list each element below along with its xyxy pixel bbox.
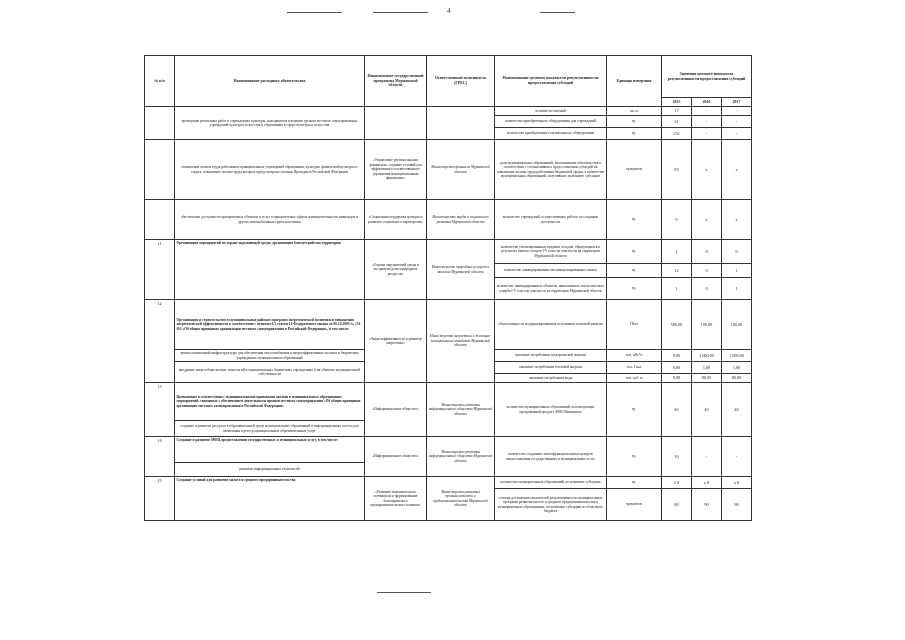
value-2016: - xyxy=(692,128,722,140)
unit-cell: ед. xyxy=(607,128,662,140)
event-cell: создание и развитие ресурсов в образовательной среде муниципальных образований и информационных систем для включения в реестр муниципальных образовательных услуг xyxy=(175,421,365,437)
program-cell: «Управление региональными финансами, создание условий для эффективного и ответственного управления муниципальными финансами» xyxy=(365,140,427,200)
event-cell: обеспечение доступности приоритетных объектов и услуг в приоритетных сферах жизнедеятельности инвалидов и других маломобильных групп населения xyxy=(175,200,365,240)
table-row xyxy=(145,200,752,240)
value-2017: 40 xyxy=(722,383,752,437)
program-cell xyxy=(365,107,427,140)
value-2015: 17 xyxy=(662,107,692,116)
value-2017: 80,00 xyxy=(722,374,752,383)
row-number: 12 xyxy=(145,300,175,383)
unit-cell: процентов xyxy=(607,140,662,200)
value-2017: х xyxy=(722,200,752,240)
value-2017: 0 xyxy=(722,240,752,264)
row-number xyxy=(145,107,175,140)
value-2017: 100,00 xyxy=(722,300,752,350)
value-2016: х 8 xyxy=(692,477,722,489)
row-number xyxy=(145,140,175,200)
value-2016: 0 xyxy=(692,278,722,300)
header-row xyxy=(145,56,752,98)
unit-cell: ед. xyxy=(607,200,662,240)
unit-cell: ед. xyxy=(607,477,662,489)
executor-cell: Министерство развития информационного общества Мурманской области xyxy=(427,383,495,437)
value-2016: 0 xyxy=(692,264,722,278)
col-event-header: Наименование расходного обязательства xyxy=(175,56,365,107)
table-row xyxy=(145,437,752,463)
unit-cell: кв. м xyxy=(607,107,662,116)
value-2015: 500,00 xyxy=(662,300,692,350)
indicator-cell: количество ликвидированных несанкционированных свалок xyxy=(495,264,607,278)
value-2015: 9 xyxy=(662,200,692,240)
value-2016: - xyxy=(692,116,722,128)
event-cell: повышение оплаты труда работников муниципальных учреждений образования, культуры, физической культуры и спорта, повышение оплаты труда которых предусмотрено указами Президента Российской Федерации xyxy=(175,140,365,200)
indicator-cell: количество муниципальных образований, использующих программный продукт АРМ Муниципал xyxy=(495,383,607,437)
unit-cell: ед. xyxy=(607,116,662,128)
indicator-cell: количество учреждений, осуществивших работы по созданию доступности xyxy=(495,200,607,240)
indicator-cell: снижение потребления воды xyxy=(495,374,607,383)
value-2017: - xyxy=(722,116,752,128)
event-cell: Организация мероприятий по охране окружающей среды, организация благоустройства территории xyxy=(175,240,365,300)
executor-cell: Министерство природных ресурсов и экологии Мурманской области xyxy=(427,240,495,300)
unit-cell: тыс. куб. м xyxy=(607,374,662,383)
value-2017: х xyxy=(722,140,752,200)
value-2016: х xyxy=(692,200,722,240)
top-rule-left xyxy=(287,12,342,13)
col-unit-header: Единица измерения xyxy=(607,56,662,107)
event-cell: Выполнение в соответствии с муниципальными правовыми актами в муниципальных образованиях мероприятий, связанных с обеспечением деятельности органов местного самоуправления «Об общих принципах организации местного самоуправления в Российской Федерации» xyxy=(175,383,365,421)
event-cell: Создание и развитие МФЦ предоставления государственных и муниципальных услуг, в том числе: xyxy=(175,437,365,463)
value-2017: - xyxy=(722,437,752,477)
col-num-header: № п/п xyxy=(145,56,175,107)
event-cell: проведение ремонтных работ в учреждениях культуры, находящихся в ведении органов местного самоуправления, учреждений культуры, искусства и образования в сфере культуры и искусства xyxy=(175,107,365,140)
value-2015: 80 xyxy=(662,489,692,521)
indicator-cell: степень достижения показателей результативности муниципальных программ развития малого и среднего предпринимательства в муниципальных образованиях, получивших субсидию из областного бюджета xyxy=(495,489,607,521)
value-2017: 90 xyxy=(722,489,752,521)
value-2015: 1 xyxy=(662,278,692,300)
unit-cell: тыс. Гкал xyxy=(607,362,662,374)
year-2015: 2015 xyxy=(662,98,692,107)
indicator-cell: снижение потребления электрической энергии xyxy=(495,350,607,362)
value-2017: 1 xyxy=(722,278,752,300)
indicator-cell: количество ликвидированных объектов, накопленного экологического ущерба I-V классов опасности на территории Мурманской области xyxy=(495,278,607,300)
unit-cell: ед. xyxy=(607,383,662,437)
value-2015: 0,00 xyxy=(662,350,692,362)
unit-cell: тыс. кВт*ч xyxy=(607,350,662,362)
value-2017: 1 xyxy=(722,264,752,278)
value-2016: - xyxy=(692,107,722,116)
indicator-cell: количество приобретенного оборудования для учреждений xyxy=(495,116,607,128)
top-rule-right xyxy=(540,12,575,13)
row-number xyxy=(145,200,175,240)
program-cell: «Информационное общество» xyxy=(365,437,427,477)
indicator-cell: количество приобретенного музыкального оборудования xyxy=(495,128,607,140)
value-2015: 0,00 xyxy=(662,362,692,374)
program-cell: «Социальная поддержка граждан и развитие социального партнерства» xyxy=(365,200,427,240)
row-number: 13 xyxy=(145,383,175,437)
executor-cell: Министерство финансов Мурманской области xyxy=(427,140,495,200)
indicator-cell: человек-посещений xyxy=(495,107,607,116)
indicator-cell: доля муниципальных образований, выполнивших обязательства в соответствии с соглашениями о предоставлении субсидий на повышение оплаты труда работников бюджетной сферы, в количестве муниципальных образований, получивших указанную субсидию xyxy=(495,140,607,200)
year-2017: 2017 xyxy=(722,98,752,107)
executor-cell: Министерство труда и социального развития Мурманской области xyxy=(427,200,495,240)
unit-cell: ед. xyxy=(607,240,662,264)
value-2016: 80,00 xyxy=(692,374,722,383)
event-cell: Создание условий для развития малого и среднего предпринимательства xyxy=(175,477,365,521)
value-2016: х xyxy=(692,140,722,200)
bottom-rule xyxy=(377,592,431,593)
subsidy-table xyxy=(144,55,752,521)
program-cell: «Охрана окружающей среды и воспроизводство природных ресурсов» xyxy=(365,240,427,300)
row-number: 11 xyxy=(145,240,175,300)
value-2016: 1 000,00 xyxy=(692,350,722,362)
top-rule-mid xyxy=(373,12,428,13)
col-executor-header: Ответственный исполнитель (ГРБС) xyxy=(427,56,495,107)
program-cell: «Энергоэффективность и развитие энергетики» xyxy=(365,300,427,383)
row-number: 15 xyxy=(145,477,175,521)
table-row xyxy=(145,383,752,421)
value-2016: - xyxy=(692,437,722,477)
value-2016: 1,00 xyxy=(692,362,722,374)
program-cell: «Информационное общество» xyxy=(365,383,427,437)
value-2015: 2 8 xyxy=(662,477,692,489)
unit-cell: ГКал xyxy=(607,300,662,350)
value-2017: 1,00 xyxy=(722,362,752,374)
value-2017: - xyxy=(722,107,752,116)
indicator-cell: количество муниципальных образований, получивших субсидию xyxy=(495,477,607,489)
unit-cell: ед. xyxy=(607,437,662,477)
table-row xyxy=(145,300,752,350)
value-2015: 31 xyxy=(662,116,692,128)
indicator-cell: объем мощности модернизированных источников тепловой энергии xyxy=(495,300,607,350)
executor-cell: Министерство энергетики и жилищно-коммунального хозяйства Мурманской области xyxy=(427,300,495,383)
event-cell: замена изношенной инфраструктуры для обеспечения теплоснабжения в энергоэффективных частных и бюджетных учреждениях муниципальных образований xyxy=(175,350,365,362)
value-2017: - xyxy=(722,128,752,140)
value-2015: 10 xyxy=(662,437,692,477)
value-2015: 12 xyxy=(662,264,692,278)
table-row xyxy=(145,477,752,489)
value-2015: 40 xyxy=(662,383,692,437)
col-target-header: Значения целевого показателя результативности предоставления субсидий xyxy=(662,56,752,98)
value-2016: 0 xyxy=(692,240,722,264)
executor-cell: Министерство развития информационного общества Мурманской области xyxy=(427,437,495,477)
program-cell: «Развитие экономического потенциала и формирование благоприятного предпринимательского климата» xyxy=(365,477,427,521)
event-cell: развитие информационных технологий xyxy=(175,463,365,477)
indicator-cell: количество созданных многофункциональных центров предоставления государственных и муниципальных услуг xyxy=(495,437,607,477)
col-indicator-header: Наименование целевого показателя результативности предоставления субсидий xyxy=(495,56,607,107)
unit-cell: ед. xyxy=(607,278,662,300)
unit-cell: процентов xyxy=(607,489,662,521)
executor-cell xyxy=(427,107,495,140)
unit-cell: ед. xyxy=(607,264,662,278)
value-2017: 1 000,00 xyxy=(722,350,752,362)
year-2016: 2016 xyxy=(692,98,722,107)
value-2016: 100,00 xyxy=(692,300,722,350)
value-2016: 40 xyxy=(692,383,722,437)
event-cell: Организация и строительство в муниципальных районах программ энергетической политики и повышения энергетической эффективности в соответствии с пунктом 6.1 статьи 14 Федерального закона от 06.10.2003 № 131-ФЗ «Об общих принципах организации местного самоуправления в Российской Федерации», в том числе: xyxy=(175,300,365,350)
indicator-cell: снижение потребления тепловой энергии xyxy=(495,362,607,374)
value-2015: 1 xyxy=(662,240,692,264)
executor-cell: Министерство развития промышленности и предпринимательства Мурманской области xyxy=(427,477,495,521)
value-2015: 0,00 xyxy=(662,374,692,383)
indicator-cell: количество утилизированных вредных отходов, образующихся в результате вывоза отходов I-V классов опасности на территории Мурманской области xyxy=(495,240,607,264)
value-2015: 252 xyxy=(662,128,692,140)
value-2015: 83 xyxy=(662,140,692,200)
table-row xyxy=(145,140,752,200)
page-number: 4 xyxy=(447,7,451,15)
event-cell: внедрение энергосберегающих технологий в муниципальных бюджетных учреждениях и на объектах муниципальной собственности xyxy=(175,362,365,383)
row-number: 14 xyxy=(145,437,175,477)
value-2017: х 8 xyxy=(722,477,752,489)
col-program-header: Наименование государственной программы Мурманской области xyxy=(365,56,427,107)
value-2016: 90 xyxy=(692,489,722,521)
table-row xyxy=(145,240,752,264)
table-row xyxy=(145,107,752,116)
